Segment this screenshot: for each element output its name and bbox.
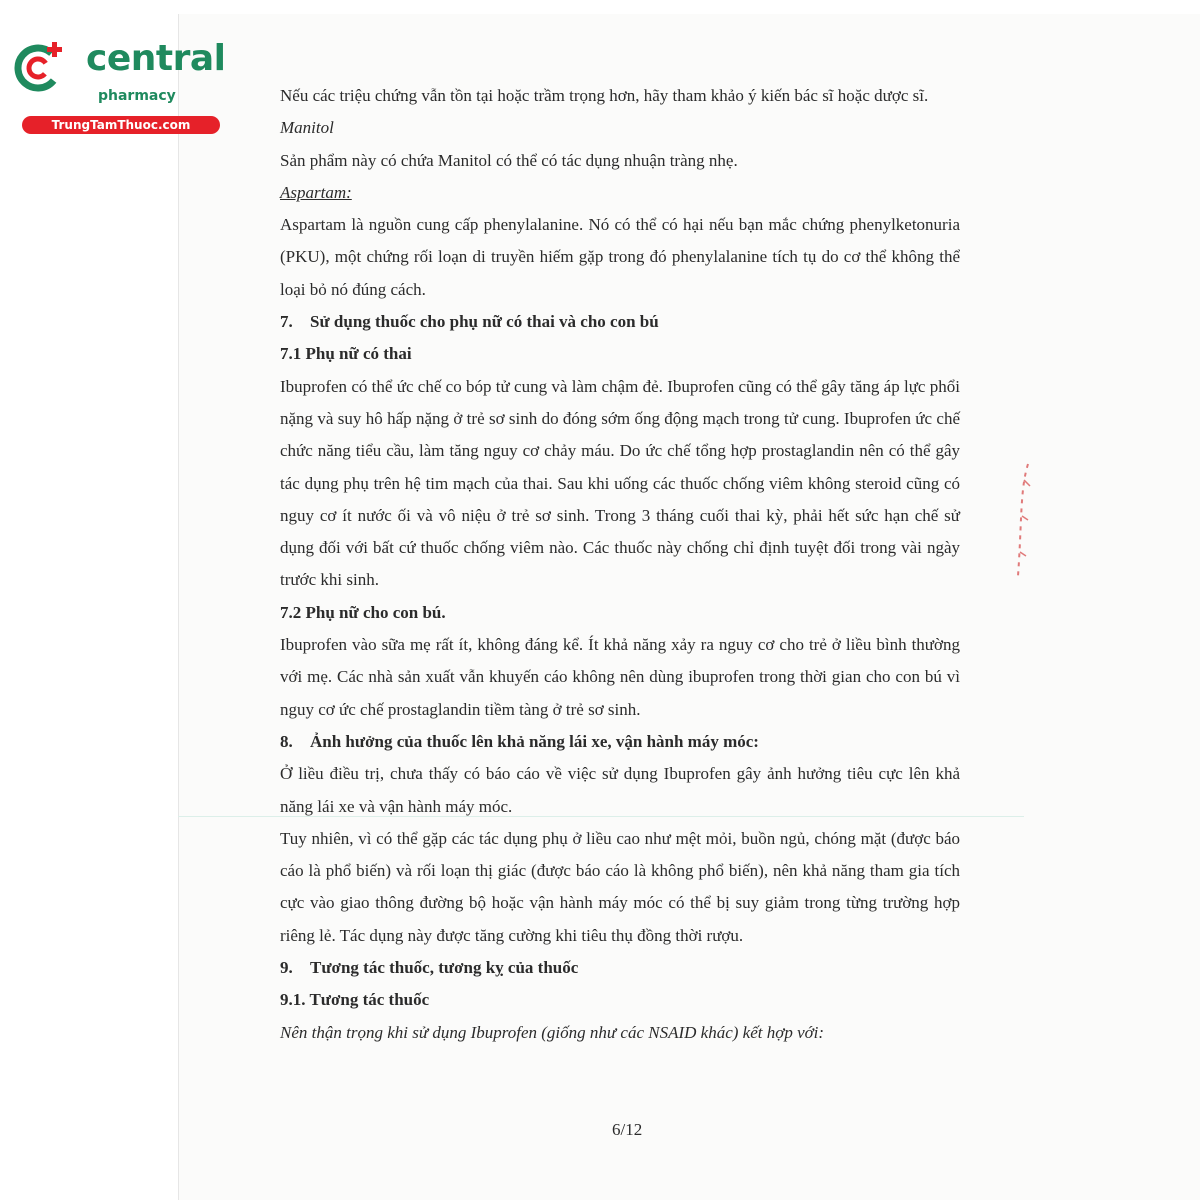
pharmacy-cross-icon [12,40,64,92]
document-body [280,80,960,1049]
section-8-text-1: Ở liều điều trị, chưa thấy có báo cáo về việc sử dụng Ibuprofen gây ảnh hưởng tiêu cực lên khả năng lái xe và vận hành máy móc. [280,764,960,816]
section-7-2-text: Ibuprofen vào sữa mẹ rất ít, không đáng kể. Ít khả năng xảy ra nguy cơ cho trẻ ở liều bình thường với mẹ. Các nhà sản xuất vẫn khuyến cáo không nên dùng ibuprofen trong thời gian cho con bú vì nguy cơ ức chế prostaglandin tiềm tàng ở trẻ sơ sinh. [280,635,960,719]
section-9-1-text: Nên thận trọng khi sử dụng Ibuprofen (giống như các NSAID khác) kết hợp với: [280,1022,825,1042]
section-9-heading [280,952,960,984]
section-8-text-2: Tuy nhiên, vì có thể gặp các tác dụng phụ ở liều cao như mệt mỏi, buồn ngủ, chóng mặt (được báo cáo là phổ biến) và rối loạn thị giác (được báo cáo là không phổ biến), nên khả năng tham gia tích cực vào giao thông đường bộ hoặc vận hành máy móc có thể bị suy giảm trong từng trường hợp riêng lẻ. Tác dụng này được tăng cường khi tiêu thụ đồng thời rượu. [280,828,960,945]
manitol-heading: Manitol [280,118,334,138]
section-7-1-text: Ibuprofen có thể ức chế co bóp tử cung và làm chậm đẻ. Ibuprofen cũng có thể gây tăng áp lực phổi nặng và suy hô hấp nặng ở trẻ sơ sinh do đóng sớm ống động mạch trong tử cung. Ibuprofen ức chế chức năng tiểu cầu, làm tăng nguy cơ chảy máu. Do ức chế tổng hợp prostaglandin nên có thể gây tác dụng phụ trên hệ tim mạch của thai. Sau khi uống các thuốc chống viêm không steroid cũng có nguy cơ ít nước ối và vô niệu ở trẻ sơ sinh. Trong 3 tháng cuối thai kỳ, phải hết sức hạn chế sử dụng đối với bất cứ thuốc chống viêm nào. Các thuốc này chống chỉ định tuyệt đối trong vài ngày trước khi sinh. [280,376,960,590]
section-title: Ảnh hưởng của thuốc lên khả năng lái xe, vận hành máy móc: [310,731,759,751]
section-number: 9. [280,958,293,978]
section-title: Sử dụng thuốc cho phụ nữ có thai và cho con bú [310,312,659,332]
aspartam-text: Aspartam là nguồn cung cấp phenylalanine. Nó có thể có hại nếu bạn mắc chứng phenylketonuria (PKU), một chứng rối loạn di truyền hiếm gặp trong đó phenylalanine tích tụ do cơ thể không thể loại bỏ nó đúng cách. [280,215,960,299]
section-7-heading [280,306,960,338]
section-7-1-heading: 7.1 Phụ nữ có thai [280,344,412,364]
manitol-text: Sản phẩm này có chứa Manitol có thể có tác dụng nhuận tràng nhẹ. [280,150,738,170]
paragraph: Nếu các triệu chứng vẫn tồn tại hoặc trầm trọng hơn, hãy tham khảo ý kiến bác sĩ hoặc dược sĩ. [280,86,929,105]
brand-name: central [86,38,226,79]
brand-subtitle: pharmacy [98,88,176,104]
section-7-2-heading: 7.2 Phụ nữ cho con bú. [280,602,446,622]
page-number: 6/12 [612,1120,643,1139]
section-number: 8. [280,731,293,751]
section-8-heading [280,726,960,758]
section-title: Tương tác thuốc, tương kỵ của thuốc [310,958,579,978]
brand-logo[interactable] [10,36,226,136]
section-number: 7. [280,312,293,332]
brand-website[interactable]: TrungTamThuoc.com [22,116,220,134]
aspartam-heading: Aspartam: [280,182,352,202]
section-9-1-heading: 9.1. Tương tác thuốc [280,990,430,1010]
red-stamp-mark [1010,460,1034,580]
